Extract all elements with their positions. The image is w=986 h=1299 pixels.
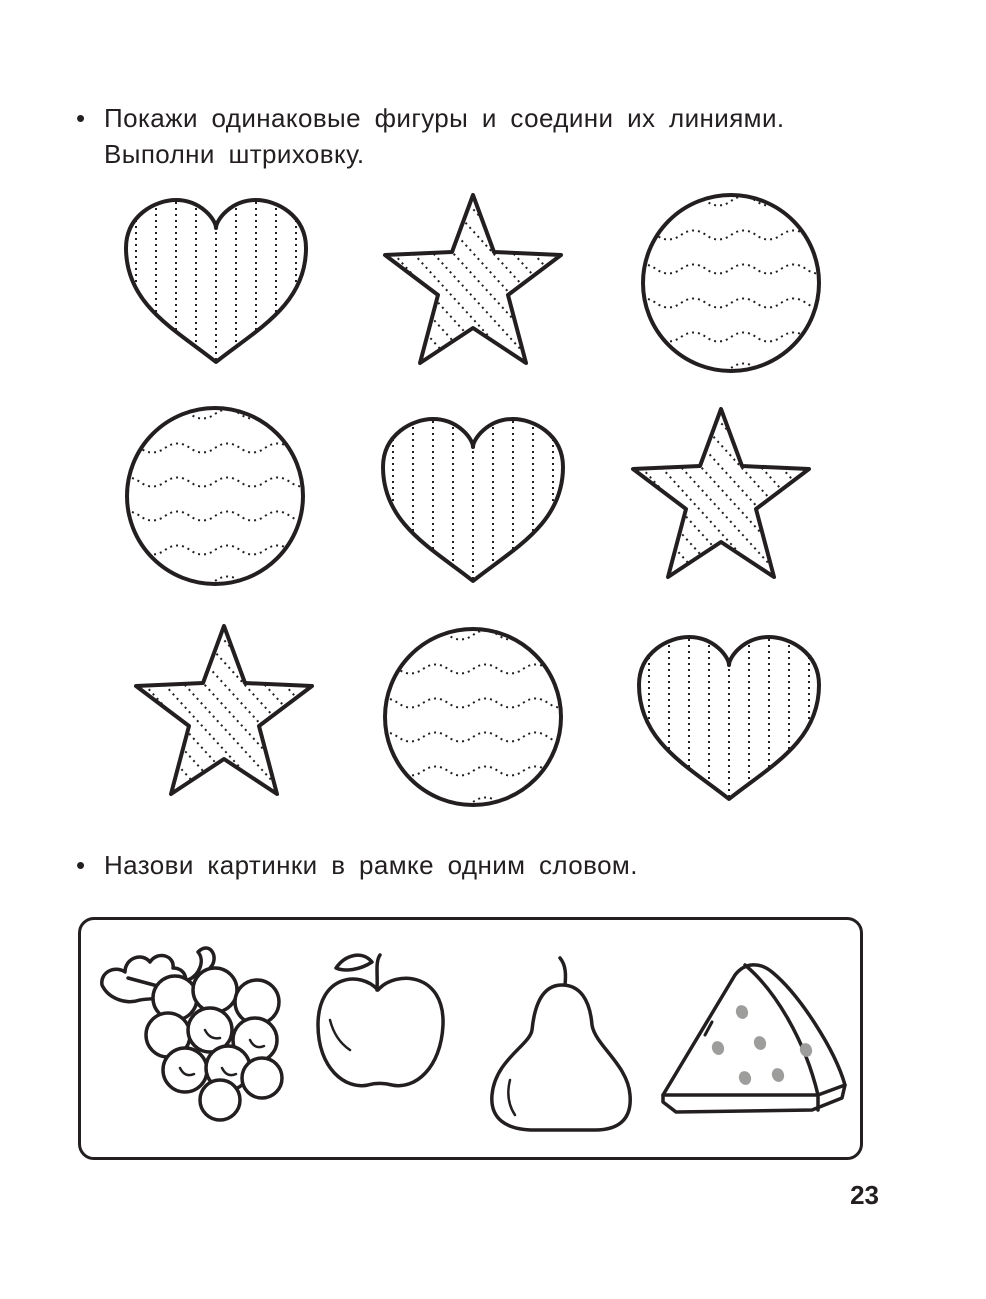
pear-icon[interactable] <box>492 958 630 1130</box>
instruction-line-2: Выполни штриховку. <box>104 139 365 169</box>
bullet: • <box>76 850 86 880</box>
instruction-line: Назови картинки в рамке одним словом. <box>104 850 638 880</box>
bullet: • <box>76 103 86 133</box>
apple-icon[interactable] <box>318 955 443 1086</box>
instruction-line-1: Покажи одинаковые фигуры и соедини их линиями. <box>104 103 785 133</box>
page-number: 23 <box>850 1180 879 1210</box>
watermelon-slice-icon[interactable] <box>663 965 845 1112</box>
grapes-icon[interactable] <box>102 948 282 1120</box>
